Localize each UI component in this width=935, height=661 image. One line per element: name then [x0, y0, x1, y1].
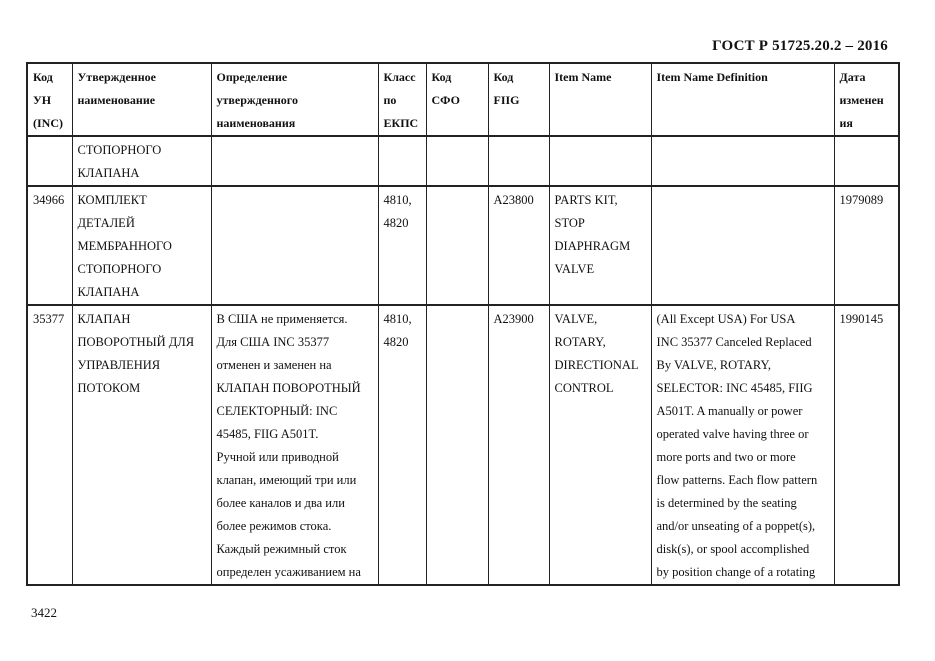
cell-definition [211, 186, 378, 305]
cell-sfo [426, 186, 488, 305]
cell-fiig: A23900 [488, 305, 549, 585]
header-fiig: Код FIIG [488, 63, 549, 136]
cell-date [834, 136, 899, 186]
page-number: 3422 [31, 605, 57, 620]
cell-fiig [488, 136, 549, 186]
cell-class: 4810, 4820 [378, 305, 426, 585]
table-row [27, 136, 899, 186]
classification-table [26, 62, 900, 586]
cell-approved-name: КОМПЛЕКТ ДЕТАЛЕЙ МЕМБРАННОГО СТОПОРНОГО КЛАПАНА [72, 186, 211, 305]
cell-item-name: PARTS KIT, STOP DIAPHRAGM VALVE [549, 186, 651, 305]
cell-item-definition: (All Except USA) For USA INC 35377 Canceled Replaced By VALVE, ROTARY, SELECTOR: INC 45485, FIIG A501T. A manually or power operated valve having three or more ports and two or more flow patterns. Each flow pattern is determined by the seating and/or unseating of a poppet(s), disk(s), or spool accomplished by position change of a rotating [651, 305, 834, 585]
header-sfo: Код СФО [426, 63, 488, 136]
table-row [27, 305, 899, 585]
table-row [27, 186, 899, 305]
cell-date: 1990145 [834, 305, 899, 585]
cell-definition [211, 136, 378, 186]
cell-sfo [426, 136, 488, 186]
cell-item-definition [651, 136, 834, 186]
header-item-name: Item Name [549, 63, 651, 136]
cell-definition: В США не применяется. Для США INC 35377 отменен и заменен на КЛАПАН ПОВОРОТНЫЙ СЕЛЕКТОРНЫЙ: INC 45485, FIIG A501T. Ручной или приводной клапан, имеющий три или более каналов и два или более режимов стока. Каждый режимный сток определен усаживанием на [211, 305, 378, 585]
header-class: Класс по ЕКПС [378, 63, 426, 136]
cell-class: 4810, 4820 [378, 186, 426, 305]
cell-inc: 34966 [27, 186, 72, 305]
document-standard-title: ГОСТ Р 51725.20.2 – 2016 [712, 38, 888, 54]
cell-approved-name: СТОПОРНОГО КЛАПАНА [72, 136, 211, 186]
header-inc: Код УН (INC) [27, 63, 72, 136]
cell-approved-name: КЛАПАН ПОВОРОТНЫЙ ДЛЯ УПРАВЛЕНИЯ ПОТОКОМ [72, 305, 211, 585]
cell-sfo [426, 305, 488, 585]
header-item-definition: Item Name Definition [651, 63, 834, 136]
cell-date: 1979089 [834, 186, 899, 305]
cell-item-definition [651, 186, 834, 305]
cell-inc: 35377 [27, 305, 72, 585]
header-approved-name: Утвержденное наименование [72, 63, 211, 136]
table-header-row [27, 63, 899, 136]
cell-item-name: VALVE, ROTARY, DIRECTIONAL CONTROL [549, 305, 651, 585]
cell-class [378, 136, 426, 186]
cell-inc [27, 136, 72, 186]
header-date: Дата изменен ия [834, 63, 899, 136]
cell-fiig: A23800 [488, 186, 549, 305]
header-definition: Определение утвержденного наименования [211, 63, 378, 136]
cell-item-name [549, 136, 651, 186]
